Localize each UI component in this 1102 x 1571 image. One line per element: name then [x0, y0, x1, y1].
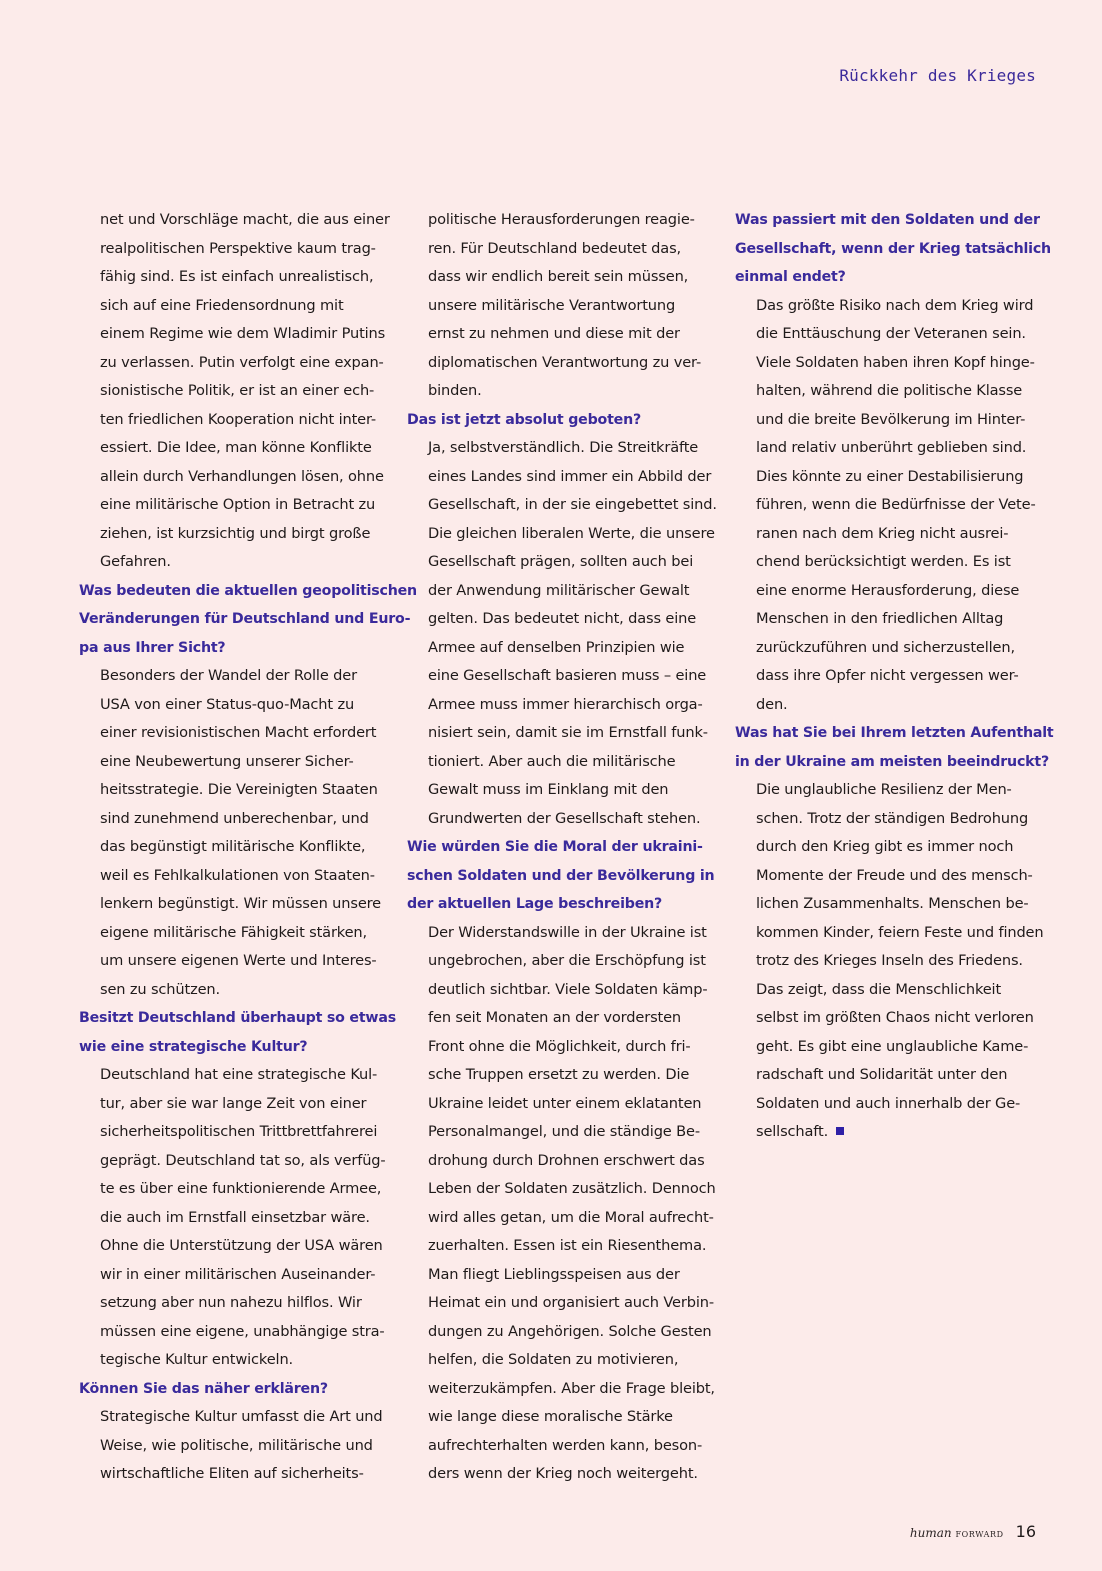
- text-line: Gesellschaft prägen, sollten auch bei: [428, 553, 694, 570]
- text-line: zuerhalten. Essen ist ein Riesenthema.: [428, 1237, 707, 1254]
- text-line: Leben der Soldaten zusätzlich. Dennoch: [428, 1180, 716, 1197]
- text-line: realpolitischen Perspektive kaum trag-: [100, 239, 376, 257]
- text-line: ziehen, ist kurzsichtig und birgt große: [100, 524, 371, 542]
- text-line: eine militärische Option in Betracht zu: [100, 496, 376, 513]
- interview-answer: [735, 292, 1045, 720]
- interview-question: [407, 406, 717, 435]
- text-line: und die breite Bevölkerung im Hinter-: [756, 410, 1026, 428]
- brand-forward: forward: [955, 1527, 1004, 1540]
- question-line: Wie würden Sie die Moral der ukraini-: [407, 839, 703, 855]
- text-line: Soldaten und auch innerhalb der Ge-: [756, 1094, 1021, 1112]
- text-line: ten friedlichen Kooperation nicht inter-: [100, 410, 377, 428]
- text-line: Gefahren.: [100, 553, 171, 570]
- text-line: tegische Kultur entwickeln.: [100, 1351, 294, 1368]
- question-line: in der Ukraine am meisten beeindruckt?: [735, 753, 1049, 770]
- text-line: heitsstrategie. Die Vereinigten Staaten: [100, 781, 378, 798]
- text-line: eine Gesellschaft basieren muss – eine: [428, 667, 707, 684]
- text-line: sionistische Politik, er ist an einer ech-: [100, 382, 375, 399]
- text-line: sche Truppen ersetzt zu werden. Die: [428, 1066, 690, 1083]
- text-line: Viele Soldaten haben ihren Kopf hinge-: [756, 353, 1035, 371]
- text-line: binden.: [428, 382, 482, 399]
- brand-human: human: [909, 1526, 952, 1540]
- text-line: essiert. Die Idee, man könne Konflikte: [100, 439, 372, 456]
- text-line: um unsere eigenen Werte und Interes-: [100, 952, 377, 969]
- text-line: nisiert sein, damit sie im Ernstfall funk-: [428, 724, 708, 741]
- text-line: dass wir endlich bereit sein müssen,: [428, 268, 689, 285]
- text-line: allein durch Verhandlungen lösen, ohne: [100, 467, 384, 485]
- interview-answer: [79, 206, 389, 577]
- interview-answer: [79, 662, 389, 1004]
- text-line: tioniert. Aber auch die militärische: [428, 752, 676, 770]
- text-line: selbst im größten Chaos nicht verloren: [756, 1009, 1034, 1026]
- text-line: helfen, die Soldaten zu motivieren,: [428, 1351, 679, 1368]
- text-line: ernst zu nehmen und diese mit der: [428, 325, 680, 342]
- text-line: aufrechterhalten werden kann, beson-: [428, 1436, 703, 1454]
- question-line: Was bedeuten die aktuellen geopolitischen: [79, 582, 417, 599]
- text-line: Grundwerten der Gesellschaft stehen.: [428, 809, 701, 827]
- text-line: trotz des Krieges Inseln des Friedens.: [756, 952, 1023, 969]
- text-line: Das zeigt, dass die Menschlichkeit: [756, 980, 1002, 998]
- text-line: das begünstigt militärische Konflikte,: [100, 838, 366, 855]
- text-line: zurückzuführen und sicherzustellen,: [756, 638, 1015, 656]
- text-line: te es über eine funktionierende Armee,: [100, 1180, 382, 1197]
- text-line: gelten. Das bedeutet nicht, dass eine: [428, 610, 697, 627]
- text-line: Gesellschaft, in der sie eingebettet sind.: [428, 496, 717, 513]
- text-line: wirtschaftliche Eliten auf sicherheits-: [100, 1465, 364, 1482]
- text-line: tur, aber sie war lange Zeit von einer: [100, 1094, 367, 1112]
- text-column-1: [79, 206, 417, 1489]
- interview-answer: [407, 434, 717, 833]
- text-line: Front ohne die Möglichkeit, durch fri-: [428, 1037, 691, 1055]
- text-line: unsere militärische Verantwortung: [428, 296, 676, 314]
- interview-answer: [407, 206, 717, 406]
- text-line: weil es Fehlkalkulationen von Staaten-: [100, 866, 375, 884]
- text-line: eigene militärische Fähigkeit stärken,: [100, 923, 367, 941]
- text-line: wird alles getan, um die Moral aufrecht-: [428, 1208, 714, 1226]
- interview-answer: [735, 776, 1045, 1147]
- text-line: müssen eine eigene, unabhängige stra-: [100, 1322, 385, 1340]
- text-line: ren. Für Deutschland bedeutet das,: [428, 239, 682, 257]
- text-line: sellschaft.: [735, 1118, 1045, 1147]
- text-line: Deutschland hat eine strategische Kul-: [100, 1066, 378, 1083]
- question-line: der aktuellen Lage beschreiben?: [407, 896, 663, 912]
- interview-question: [735, 719, 1054, 776]
- text-line: deutlich sichtbar. Viele Soldaten kämp-: [428, 980, 708, 998]
- text-line: Das größte Risiko nach dem Krieg wird: [756, 296, 1034, 314]
- text-line: führen, wenn die Bedürfnisse der Vete-: [756, 496, 1036, 513]
- text-line: halten, während die politische Klasse: [756, 382, 1023, 399]
- interview-answer: [79, 1403, 389, 1489]
- text-line: kommen Kinder, feiern Feste und finden: [756, 923, 1044, 941]
- text-line: politische Herausforderungen reagie-: [428, 211, 695, 228]
- question-line: Können Sie das näher erklären?: [79, 1380, 328, 1397]
- text-line: diplomatischen Verantwortung zu ver-: [428, 353, 702, 371]
- question-line: Was hat Sie bei Ihrem letzten Aufenthalt: [735, 725, 1054, 741]
- end-of-article-square-icon: [836, 1127, 844, 1135]
- text-line: USA von einer Status-quo-Macht zu: [100, 695, 355, 713]
- text-line: setzung aber nun nahezu hilflos. Wir: [100, 1294, 362, 1311]
- magazine-brand: [910, 1526, 1004, 1540]
- text-line: drohung durch Drohnen erschwert das: [428, 1151, 705, 1169]
- text-line: land relativ unberührt geblieben sind.: [756, 439, 1027, 456]
- text-line: die auch im Ernstfall einsetzbar wäre.: [100, 1208, 370, 1226]
- interview-question: [79, 577, 417, 663]
- text-line: Ohne die Unterstützung der USA wären: [100, 1237, 383, 1254]
- question-line: Gesellschaft, wenn der Krieg tatsächlich: [735, 240, 1051, 257]
- text-line: dass ihre Opfer nicht vergessen wer-: [756, 667, 1019, 684]
- text-line: Armee auf denselben Prinzipien wie: [428, 638, 685, 656]
- text-line: ungebrochen, aber die Erschöpfung ist: [428, 952, 706, 969]
- question-line: Besitzt Deutschland überhaupt so etwas: [79, 1010, 396, 1026]
- text-line: durch den Krieg gibt es immer noch: [756, 838, 1014, 855]
- text-line: weiterzukämpfen. Aber die Frage bleibt,: [428, 1379, 715, 1397]
- text-line: eine Neubewertung unserer Sicher-: [100, 752, 354, 770]
- question-line: Was passiert mit den Soldaten und der: [735, 212, 1040, 228]
- text-line: Heimat ein und organisiert auch Verbin-: [428, 1294, 714, 1311]
- text-line: dungen zu Angehörigen. Solche Gesten: [428, 1322, 712, 1340]
- text-line: Besonders der Wandel der Rolle der: [100, 667, 357, 684]
- question-line: Das ist jetzt absolut geboten?: [407, 411, 642, 428]
- interview-question: [79, 1375, 389, 1404]
- text-line: der Anwendung militärischer Gewalt: [428, 581, 690, 599]
- question-line: pa aus Ihrer Sicht?: [79, 639, 226, 656]
- page-footer: [910, 1522, 1036, 1541]
- text-line: sich auf eine Friedensordnung mit: [100, 296, 344, 314]
- text-line: wir in einer militärischen Auseinander-: [100, 1265, 376, 1283]
- text-line: zu verlassen. Putin verfolgt eine expan-: [100, 353, 384, 371]
- question-line: Veränderungen für Deutschland und Euro-: [79, 611, 411, 627]
- text-line: Momente der Freude und des mensch-: [756, 866, 1033, 884]
- text-line: wie lange diese moralische Stärke: [428, 1408, 673, 1425]
- text-line: sind zunehmend unberechenbar, und: [100, 809, 369, 827]
- text-line: Armee muss immer hierarchisch orga-: [428, 695, 703, 713]
- interview-answer: [407, 919, 717, 1489]
- text-line: Menschen in den friedlichen Alltag: [756, 610, 1004, 627]
- text-line: geht. Es gibt eine unglaubliche Kame-: [756, 1037, 1029, 1055]
- interview-question: [79, 1004, 396, 1061]
- text-line: ranen nach dem Krieg nicht ausrei-: [756, 524, 1009, 542]
- text-line: ders wenn der Krieg noch weitergeht.: [428, 1465, 698, 1482]
- text-line: Personalmangel, und die ständige Be-: [428, 1123, 700, 1140]
- text-line: fähig sind. Es ist einfach unrealistisch,: [100, 268, 374, 285]
- text-column-3: [735, 206, 1054, 1147]
- text-line: den.: [756, 695, 788, 713]
- text-line: lenkern begünstigt. Wir müssen unsere: [100, 895, 382, 912]
- text-line: einer revisionistischen Macht erfordert: [100, 724, 377, 741]
- interview-question: [735, 206, 1051, 292]
- text-line: einem Regime wie dem Wladimir Putins: [100, 325, 386, 342]
- text-line: sen zu schützen.: [100, 980, 220, 998]
- text-line: fen seit Monaten an der vordersten: [428, 1009, 682, 1026]
- text-line: schen. Trotz der ständigen Bedrohung: [756, 809, 1029, 827]
- text-line: geprägt. Deutschland tat so, als verfüg-: [100, 1151, 386, 1169]
- text-line: chend berücksichtigt werden. Es ist: [756, 553, 1011, 570]
- text-line: Man fliegt Lieblingsspeisen aus der: [428, 1265, 680, 1283]
- running-head-title: Rückkehr des Krieges: [839, 66, 1036, 85]
- text-line: sicherheitspolitischen Trittbrettfahrerei: [100, 1123, 378, 1140]
- text-line: Gewalt muss im Einklang mit den: [428, 781, 669, 798]
- text-line: Die unglaubliche Resilienz der Men-: [756, 781, 1012, 798]
- text-line: radschaft und Solidarität unter den: [756, 1066, 1008, 1083]
- interview-answer: [79, 1061, 389, 1375]
- text-line: Die gleichen liberalen Werte, die unsere: [428, 524, 715, 542]
- interview-question: [407, 833, 717, 919]
- question-line: wie eine strategische Kultur?: [79, 1038, 308, 1055]
- question-line: schen Soldaten und der Bevölkerung in: [407, 867, 715, 884]
- text-line: Ukraine leidet unter einem eklatanten: [428, 1094, 702, 1112]
- text-line: Dies könnte zu einer Destabilisierung: [756, 467, 1024, 485]
- text-line: Strategische Kultur umfasst die Art und: [100, 1408, 383, 1425]
- text-line: lichen Zusammenhalts. Menschen be-: [756, 895, 1029, 912]
- text-line: Der Widerstandswille in der Ukraine ist: [428, 923, 707, 941]
- text-line: die Enttäuschung der Veteranen sein.: [756, 325, 1026, 342]
- page-number: 16: [1015, 1522, 1036, 1541]
- text-line: Weise, wie politische, militärische und: [100, 1436, 373, 1454]
- text-line: net und Vorschläge macht, die aus einer: [100, 211, 390, 228]
- text-column-2: [407, 206, 717, 1489]
- text-line: eines Landes sind immer ein Abbild der: [428, 467, 712, 485]
- question-line: einmal endet?: [735, 269, 846, 285]
- text-line: Ja, selbstverständlich. Die Streitkräfte: [428, 439, 699, 456]
- text-line: eine enorme Herausforderung, diese: [756, 581, 1020, 599]
